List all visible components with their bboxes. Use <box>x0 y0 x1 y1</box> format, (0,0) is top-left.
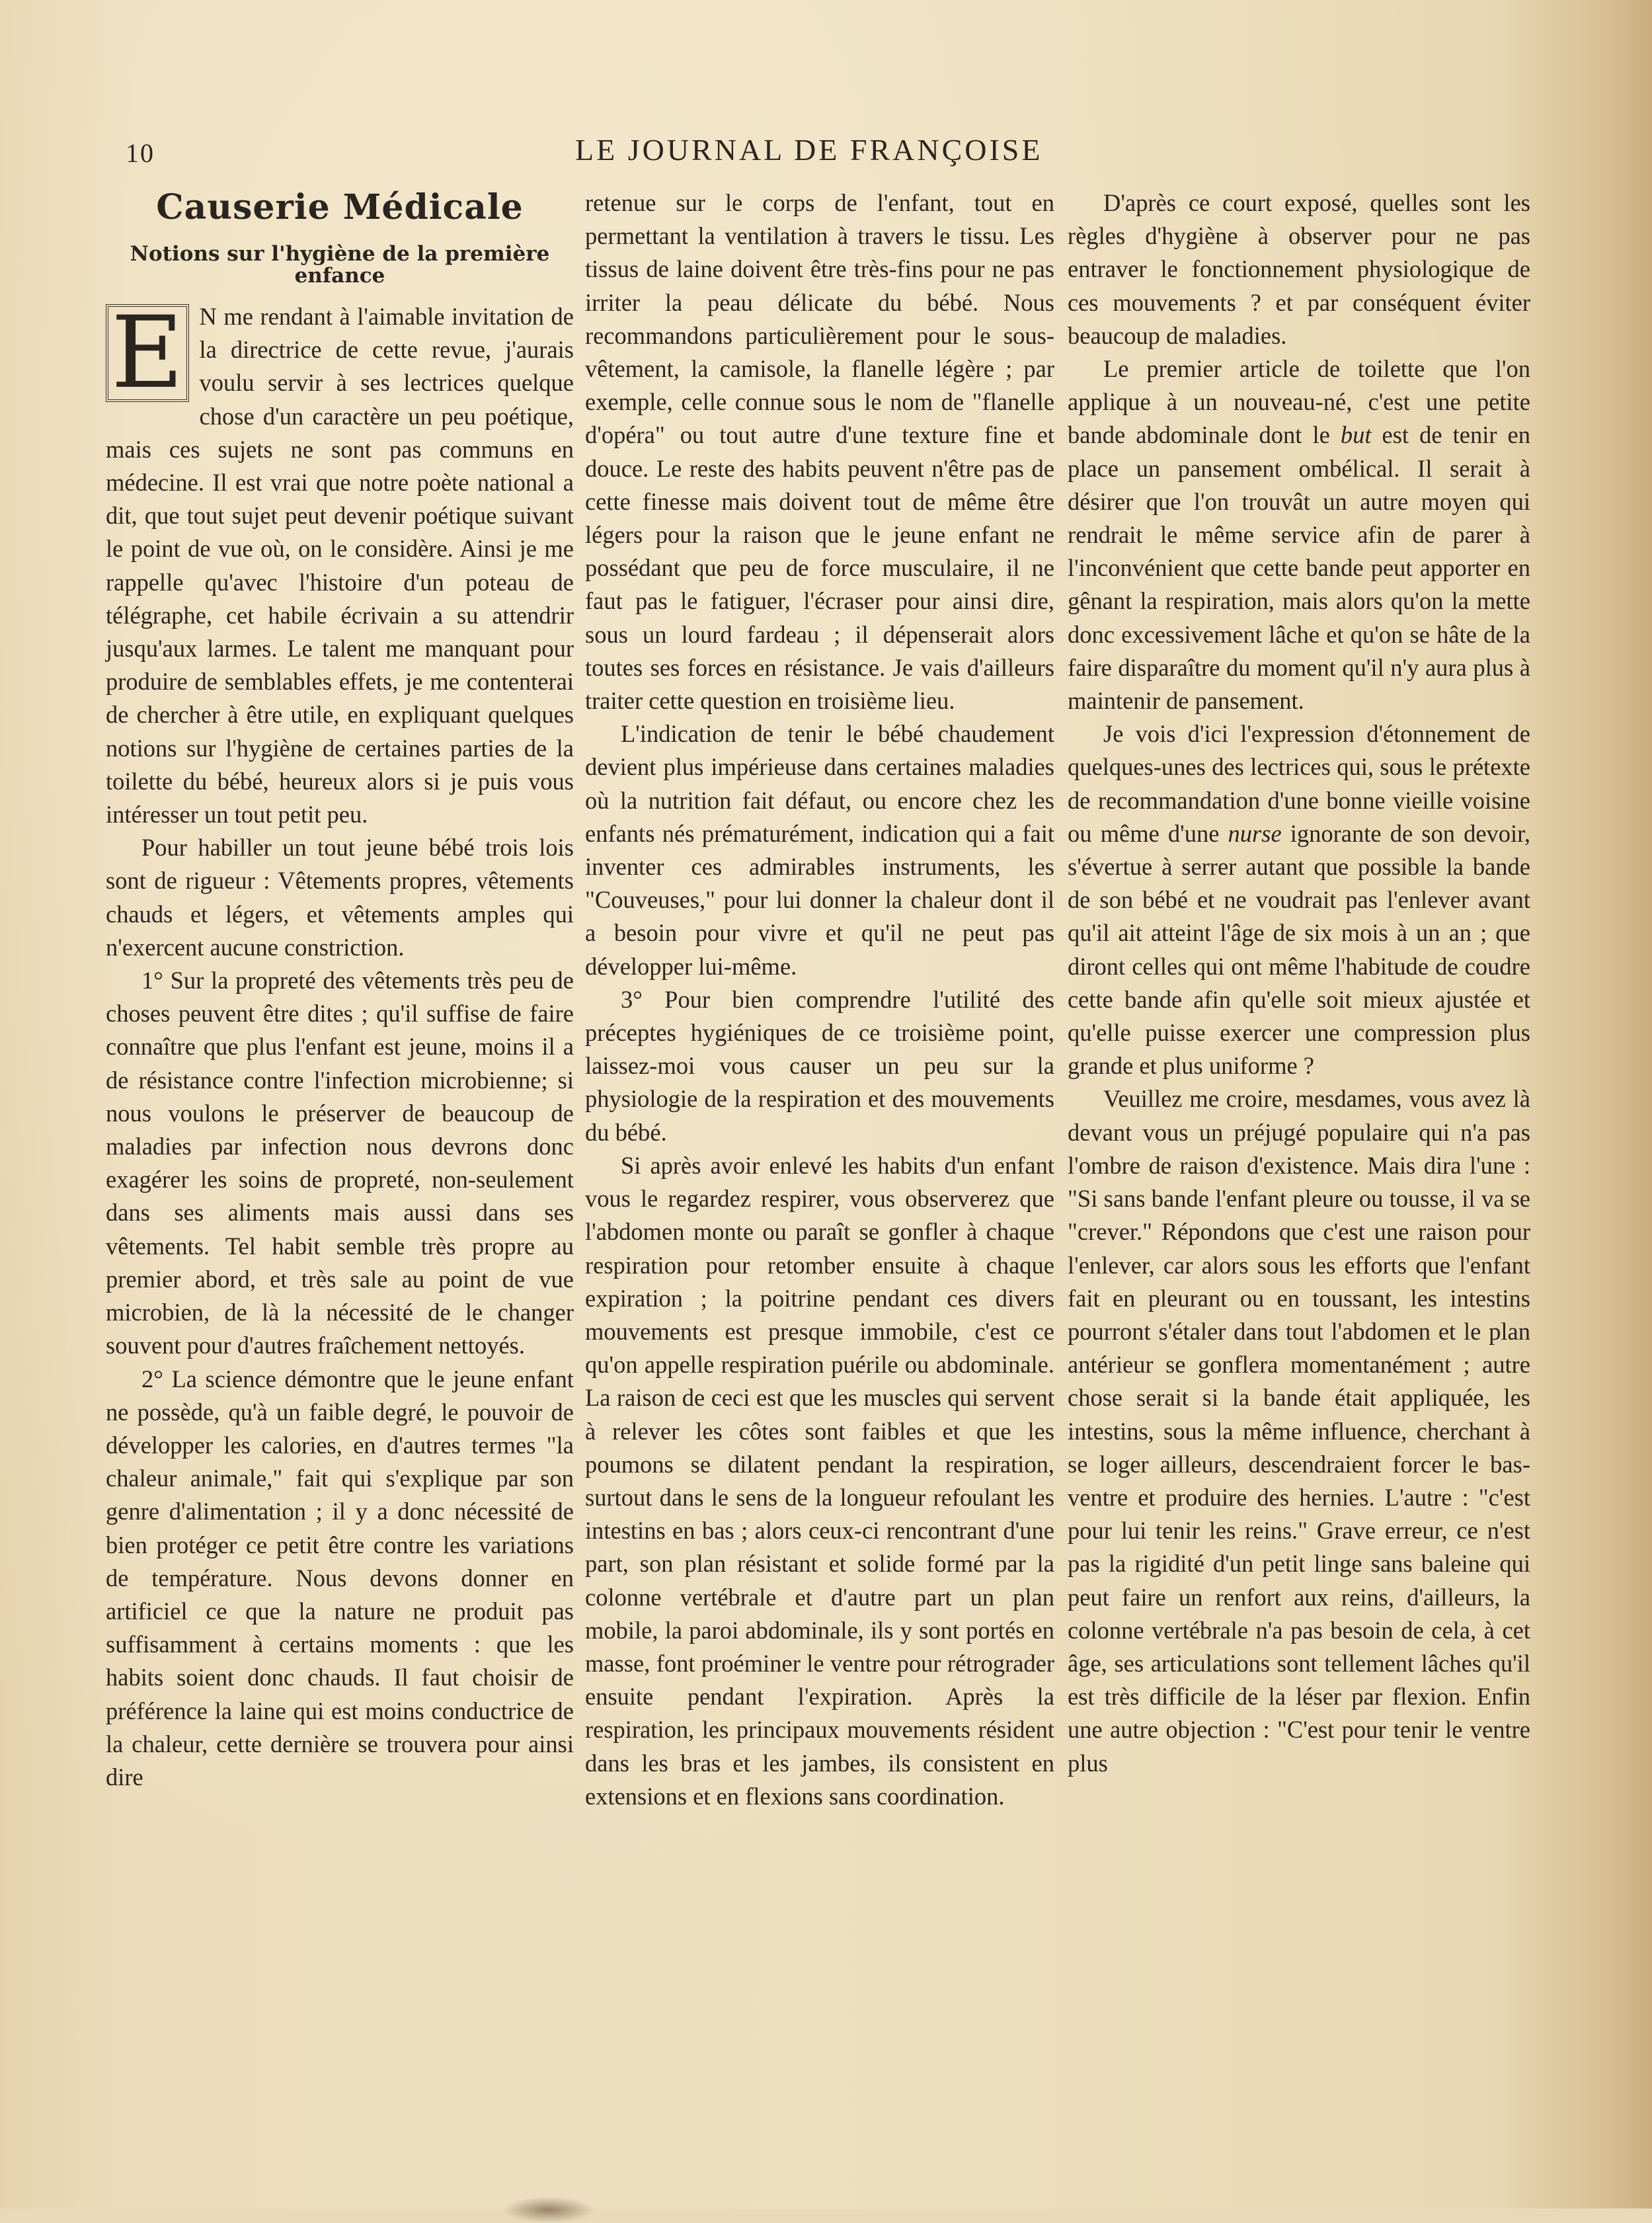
paragraph: 3° Pour bien comprendre l'utilité des préceptes hygiéniques de ce troisième point, laissez-moi vous causer un peu sur la physiologie de la respiration et des mouvements du bébé. <box>585 985 1054 1146</box>
paragraph: L'indication de tenir le bébé chaudement devient plus impérieuse dans certaines maladies où la nutrition fait défaut, ou encore chez les enfants nés prématurément, indication qui a fait inventer ces admirables instruments, les "Couveuses," pour lui donner la chaleur dont il a besoin pour vivre et qu'il ne peut pas développer lui-même. <box>585 720 1054 980</box>
article-column-2 <box>585 186 1054 1813</box>
paragraph-continued: retenue sur le corps de l'enfant, tout en permettant la ventilation à travers le tissu. Les tissus de laine doivent être très-fins pour ne pas irriter la peau délicate du bébé. Nous recommandons particulièrement pour le sous-vêtement, la camisole, la flanelle légère ; par exemple, celle connue sous le nom de "flanelle d'opéra" ou tout autre d'une texture fine et douce. Le reste des habits peuvent n'être pas de cette finesse mais doivent tout de même être légers pour la raison que le jeune enfant ne possédant que peu de force musculaire, il ne faut pas le fatiguer, l'écraser pour ainsi dire, sous un lourd fardeau ; il dépenserait alors toutes ses forces en résistance. Je vais d'ailleurs traiter cette question en troisième lieu. <box>585 189 1054 715</box>
paragraph-intro <box>106 296 574 831</box>
italic-word: but <box>1340 421 1372 449</box>
page-header <box>0 132 1652 172</box>
dropcap-letter: E <box>106 304 189 402</box>
paragraph-intro-text: N me rendant à l'aimable invitation de la directrice de cette revue, j'aurais voulu servir à ses lectrices quelque chose d'un caractère un peu poétique, mais ces sujets ne sont pas communs en médecine. Il est vrai que notre poète national a dit, que tout sujet peut devenir poétique suivant le point de vue où, on le considère. Ainsi je me rappelle qu'avec l'histoire d'un poteau de télégraphe, cet habile écrivain a su attendrir jusqu'aux larmes. Le talent me manquant pour produire de semblables effets, je me contenterai de chercher à être utile, en expliquant quelques notions sur l'hygiène de certaines parties de la toilette du bébé, heureux alors si je puis vous intéresser un tout petit peu. <box>106 303 574 829</box>
running-title: LE JOURNAL DE FRANÇOISE <box>575 133 1043 167</box>
paper-stain <box>502 2197 595 2223</box>
paragraph: Si après avoir enlevé les habits d'un enfant vous le regardez respirer, vous observerez que l'abdomen monte ou paraît se gonfler à chaque respiration pour retomber ensuite à chaque expiration ; la poitrine pendant ces divers mouvements est presque immobile, c'est ce qu'on appelle respiration puérile ou abdominale. La raison de ceci est que les muscles qui servent à relever les côtes sont faibles et que les poumons se dilatent pendant la respiration, surtout dans le sens de la longueur refoulant les intestins en bas ; alors ceux-ci rencontrant d'une part, son plan résistant et solide formé par la colonne vertébrale et d'autre part un plan mobile, la paroi abdominale, ils y sont portés en masse, font proéminer le ventre pour rétrograder ensuite pendant l'expiration. Après la respiration, les principaux mouvements résident dans les bras et les jambes, ils consistent en extensions et en flexions sans coordination. <box>585 1151 1054 1810</box>
paragraph: D'après ce court exposé, quelles sont les règles d'hygiène à observer pour ne pas entraver le fonctionnement physiologique de ces mouvements ? et par conséquent éviter beaucoup de maladies. <box>1068 189 1530 349</box>
italic-word: nurse <box>1228 819 1282 847</box>
paragraph: Veuillez me croire, mesdames, vous avez là devant vous un préjugé populaire qui n'a pas l'ombre de raison d'existence. Mais dira l'une : "Si sans bande l'enfant pleure ou tousse, il va se "crever." Répondons que c'est une raison pour l'enlever, car alors sous les efforts que l'enfant fait en pleurant ou en toussant, les intestins pourront s'étaler dans tout l'abdomen et le plan antérieur se gonflera momentanément ; autre chose serait si la bande était appliquée, les intestins, sous la même influence, cherchant à se loger ailleurs, descendraient forcer le bas-ventre et produire des hernies. L'autre : "c'est pour lui tenir les reins." Grave erreur, ce n'est pas la rigidité d'un petit linge sans baleine qui peut faire un renfort aux reins, d'ailleurs, la colonne vertébrale n'a pas besoin de cela, à cet âge, ses articulations sont tellement lâches qu'il est très difficile de la léser par flexion. Enfin une autre objection : "C'est pour tenir le ventre plus <box>1068 1085 1530 1777</box>
article-column-3 <box>1068 186 1530 1780</box>
article-column-1 <box>106 186 574 1794</box>
paragraph: Je vois d'ici l'expression d'étonnement de quelques-unes des lectrices qui, sous le prétexte de recommandation d'une bonne vieille voisine ou même d'une nurse ignorante de son devoir, s'évertue à serrer autant que possible la bande de son bébé et ne voudrait pas l'enlever avant qu'il ait atteint l'âge de six mois à un an ; que diront celles qui ont même l'habitude de coudre cette bande afin qu'elle soit mieux ajustée et qu'elle puisse exercer une compression plus grande et plus uniforme ? <box>1068 720 1530 1080</box>
paragraph: 1° Sur la propreté des vêtements très peu de choses peuvent être dites ; qu'il suffise de faire connaître que plus l'enfant est jeune, moins il a de résistance contre l'infection microbienne; si nous voulons le préserver de beaucoup de maladies par infection nous devrons donc exagérer les soins de propreté, non-seulement dans ses aliments mais aussi dans ses vêtements. Tel habit semble très propre au premier abord, et très sale au point de vue microbien, de là la nécessité de le changer souvent pour d'autres fraîchement nettoyés. <box>106 967 574 1359</box>
paragraph: Pour habiller un tout jeune bébé trois lois sont de rigueur : Vêtements propres, vêtements chauds et légers, et vêtements amples qui n'exercent aucune constriction. <box>106 834 574 961</box>
article-subtitle: Notions sur l'hygiène de la première enfance <box>130 242 550 288</box>
paragraph: Le premier article de toilette que l'on applique à un nouveau-né, c'est une petite bande abdominale dont le but est de tenir en place un pansement ombélical. Il serait à désirer que l'on trouvât un autre moyen qui rendrait le même service afin de parer à l'inconvénient que cette bande peut apporter en gênant la respiration, mais alors qu'on la mette donc excessivement lâche et qu'on se hâte de la faire disparaître du moment qu'il n'y aura plus à maintenir de pansement. <box>1068 355 1530 715</box>
article-title: Causerie Médicale <box>156 187 524 227</box>
paragraph: 2° La science démontre que le jeune enfant ne possède, qu'à un faible degré, le pouvoir de développer les calories, en d'autres termes "la chaleur animale," fait qui s'explique par son genre d'alimentation ; il y a donc nécessité de bien protéger ce petit être contre les variations de température. Nous devons donner en artificiel ce que la nature ne produit pas suffisamment à certains moments : que les habits soient donc chauds. Il faut choisir de préférence la laine qui est moins conductrice de la chaleur, cette dernière se trouvera pour ainsi dire <box>106 1365 574 1791</box>
page-number: 10 <box>126 138 155 168</box>
